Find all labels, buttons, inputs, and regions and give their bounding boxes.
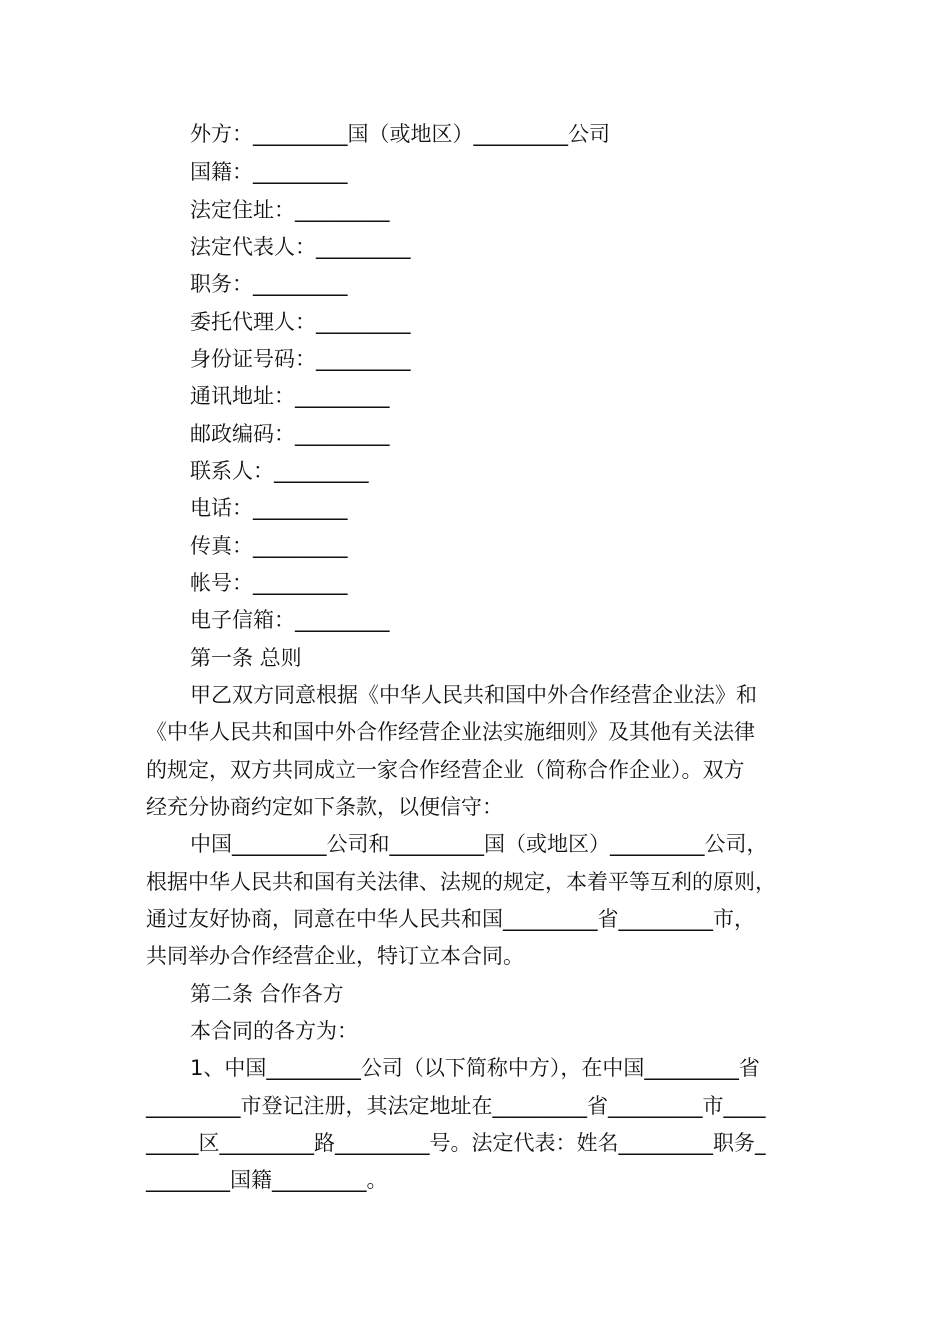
chinese-party-line: _____区_________路_________号。法定代表：姓名_________职务_ <box>146 1131 766 1155</box>
chinese-party-line: _________市登记注册，其法定地址在_________省_________市____ <box>146 1094 766 1118</box>
agent-line: 委托代理人：_________ <box>190 310 411 334</box>
account-line: 帐号：_________ <box>190 571 348 595</box>
agreement-paragraph-line: 通过友好协商，同意在中华人民共和国_________省_________市， <box>146 907 755 931</box>
contact-person-line: 联系人：_________ <box>190 459 369 483</box>
position-line: 职务：_________ <box>190 272 348 296</box>
article-two-heading: 第二条 合作各方 <box>190 982 344 1006</box>
email-line: 电子信箱：_________ <box>190 608 390 632</box>
fax-line: 传真：_________ <box>190 534 348 558</box>
chinese-party-line: ________国籍_________。 <box>146 1168 388 1192</box>
general-paragraph-line: 的规定，双方共同成立一家合作经营企业（简称合作企业）。双方 <box>146 758 745 782</box>
foreign-party-line: 外方：_________国（或地区）_________公司 <box>190 122 610 146</box>
mailing-address-line: 通讯地址：_________ <box>190 384 390 408</box>
general-paragraph-line: 《中华人民共和国中外合作经营企业法实施细则》及其他有关法律 <box>146 720 755 744</box>
general-paragraph-line: 经充分协商约定如下条款，以便信守： <box>146 795 503 819</box>
nationality-line: 国籍：_________ <box>190 160 348 184</box>
article-one-heading: 第一条 总则 <box>190 646 302 670</box>
legal-representative-line: 法定代表人：_________ <box>190 235 411 259</box>
chinese-party-line: 1、中国_________公司（以下简称中方），在中国_________省 <box>190 1056 760 1080</box>
agreement-paragraph-line: 根据中华人民共和国有关法律、法规的规定，本着平等互利的原则， <box>146 870 776 894</box>
agreement-paragraph-line: 共同举办合作经营企业，特订立本合同。 <box>146 944 524 968</box>
id-number-line: 身份证号码：_________ <box>190 347 411 371</box>
general-paragraph-line: 甲乙双方同意根据《中华人民共和国中外合作经营企业法》和 <box>190 683 757 707</box>
parties-intro-line: 本合同的各方为： <box>190 1019 358 1043</box>
agreement-paragraph-line: 中国_________公司和_________国（或地区）_________公司， <box>190 832 768 856</box>
phone-line: 电话：_________ <box>190 496 348 520</box>
postal-code-line: 邮政编码：_________ <box>190 422 390 446</box>
legal-address-line: 法定住址：_________ <box>190 198 390 222</box>
